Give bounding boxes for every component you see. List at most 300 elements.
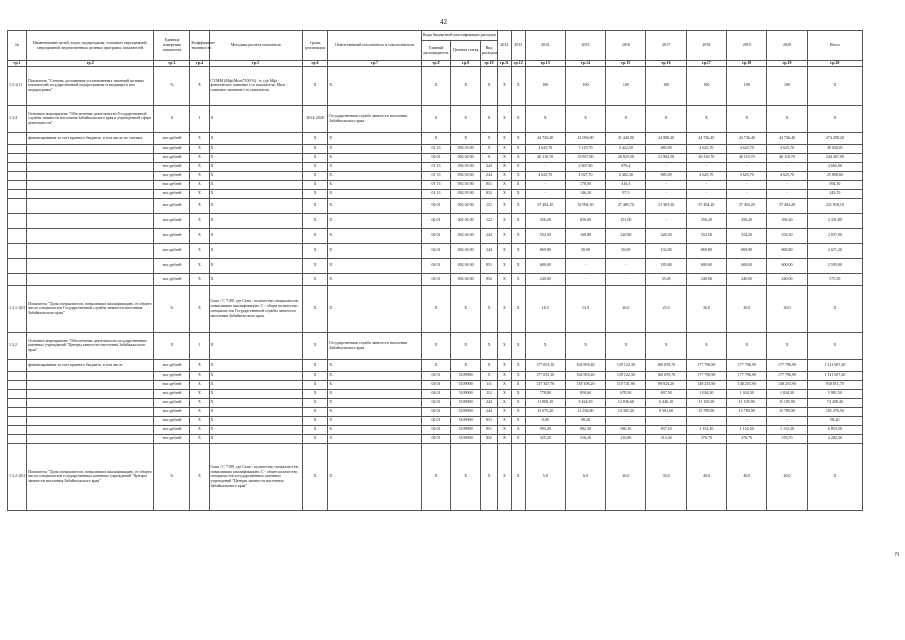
table-cell bbox=[8, 407, 27, 416]
table-cell: 356,20 bbox=[767, 213, 807, 228]
table-cell: X bbox=[481, 153, 498, 162]
table-cell: 20,0 bbox=[606, 285, 646, 332]
table-cell: X bbox=[421, 443, 451, 510]
table-cell: 930 811,70 bbox=[807, 380, 862, 389]
table-cell: X bbox=[302, 332, 327, 359]
table-cell: X bbox=[498, 332, 512, 359]
table-cell: X bbox=[328, 171, 421, 180]
table-cell: 37 494,20 bbox=[525, 198, 565, 213]
table-row bbox=[8, 371, 863, 380]
table-cell: X bbox=[328, 434, 421, 443]
table-cell: X bbox=[481, 359, 498, 371]
header-method: Методика расчета показателя bbox=[209, 31, 302, 61]
table-cell: 554,50 bbox=[727, 228, 767, 243]
table-cell: 139 122,30 bbox=[606, 371, 646, 380]
table-cell: X bbox=[154, 332, 190, 359]
table-cell: 98,20 bbox=[807, 416, 862, 425]
table-row bbox=[8, 180, 863, 189]
table-cell bbox=[27, 153, 154, 162]
table-cell bbox=[27, 198, 154, 213]
header-year-2016: 2016 bbox=[606, 31, 646, 61]
table-cell: X bbox=[511, 371, 525, 380]
table-cell: X bbox=[209, 425, 302, 434]
table-cell: тыс.рублей bbox=[154, 162, 190, 171]
table-cell: X bbox=[190, 398, 209, 407]
table-cell: X bbox=[498, 389, 512, 398]
table-cell: X bbox=[498, 171, 512, 180]
table-cell: 15 789,90 bbox=[686, 407, 726, 416]
table-cell: 04 01 bbox=[421, 371, 451, 380]
table-cell: 04 01 bbox=[421, 153, 451, 162]
table-cell: тыс.рублей bbox=[154, 371, 190, 380]
table-cell: - bbox=[646, 416, 686, 425]
table-cell: X bbox=[190, 66, 209, 105]
table-cell: X bbox=[190, 213, 209, 228]
table-cell: X bbox=[481, 285, 498, 332]
table-cell: X bbox=[209, 359, 302, 371]
table-cell: 4 625,70 bbox=[525, 171, 565, 180]
table-cell: X bbox=[209, 332, 302, 359]
table-cell: тыс.рублей bbox=[154, 180, 190, 189]
table-cell: 160,80 bbox=[565, 228, 605, 243]
table-cell: X bbox=[328, 398, 421, 407]
table-cell: 4 625,70 bbox=[727, 144, 767, 153]
table-cell: 37 494,20 bbox=[767, 198, 807, 213]
table-row bbox=[8, 407, 863, 416]
table-cell: X bbox=[511, 434, 525, 443]
table-cell: X bbox=[328, 162, 421, 171]
table-cell bbox=[8, 228, 27, 243]
table-cell: X bbox=[302, 144, 327, 153]
table-cell: 04 01 bbox=[421, 407, 451, 416]
table-cell: X bbox=[565, 105, 605, 132]
table-cell: тыс.рублей bbox=[154, 171, 190, 180]
table-cell: 852 bbox=[481, 434, 498, 443]
table-cell: X bbox=[498, 285, 512, 332]
table-cell: X bbox=[328, 371, 421, 380]
table-cell: 1 034,30 bbox=[767, 389, 807, 398]
table-row bbox=[8, 389, 863, 398]
table-cell: 04 01 bbox=[421, 425, 451, 434]
page-number: 42 bbox=[440, 18, 447, 26]
table-cell: X bbox=[190, 285, 209, 332]
table-cell: 356,20 bbox=[727, 213, 767, 228]
header-coef: Коэффициент значимости bbox=[190, 31, 209, 61]
table-cell: X bbox=[190, 434, 209, 443]
table-cell: 30,0 bbox=[686, 285, 726, 332]
table-cell: X bbox=[421, 132, 451, 144]
table-cell: X bbox=[481, 332, 498, 359]
table-cell: 04 01 bbox=[421, 243, 451, 258]
table-cell: 04 01 bbox=[421, 398, 451, 407]
table-cell: 240,00 bbox=[686, 273, 726, 285]
table-cell: 851 bbox=[481, 180, 498, 189]
table-cell: 9 424,50 bbox=[565, 398, 605, 407]
table-cell: % bbox=[154, 443, 190, 510]
table-cell: 14 184,80 bbox=[565, 407, 605, 416]
table-cell: X bbox=[498, 243, 512, 258]
table-cell: - bbox=[525, 189, 565, 198]
table-cell: X bbox=[498, 180, 512, 189]
header-name: Наименование целей, задач, подпрограмм, основных мероприятий, мероприятий, ведомственных целевых программ, показателей bbox=[27, 31, 154, 61]
table-cell: 982,30 bbox=[565, 425, 605, 434]
table-cell: тыс.рублей bbox=[154, 273, 190, 285]
table-cell: 274 298,20 bbox=[807, 132, 862, 144]
table-cell: 04 01 bbox=[421, 434, 451, 443]
table-cell bbox=[8, 389, 27, 398]
table-cell: X bbox=[498, 434, 512, 443]
table-row bbox=[8, 66, 863, 105]
table-cell: X bbox=[511, 425, 525, 434]
table-cell: 2 671,20 bbox=[807, 243, 862, 258]
table-cell: 376,70 bbox=[686, 434, 726, 443]
table-cell: 37 494,20 bbox=[727, 198, 767, 213]
table-row bbox=[8, 285, 863, 332]
table-cell: X bbox=[767, 105, 807, 132]
table-cell: X bbox=[190, 198, 209, 213]
table-cell: 44 736,40 bbox=[727, 132, 767, 144]
table-cell: X bbox=[302, 180, 327, 189]
table-row bbox=[8, 213, 863, 228]
table-cell: - bbox=[767, 189, 807, 198]
table-cell: X bbox=[209, 371, 302, 380]
program-table bbox=[7, 30, 863, 511]
table-cell: X bbox=[190, 132, 209, 144]
table-cell: СУММ (Мфi/Мплi*100 %) / n, где Мфi - фактическое значение i-го показателя; Мплi - плановое значение i-го показателя bbox=[209, 66, 302, 105]
table-cell bbox=[8, 380, 27, 389]
table-cell: тыс.рублей bbox=[154, 189, 190, 198]
table-cell: X bbox=[481, 105, 498, 132]
table-cell: X bbox=[328, 359, 421, 371]
table-cell: X bbox=[498, 213, 512, 228]
table-cell: 852 bbox=[481, 189, 498, 198]
table-row bbox=[8, 228, 863, 243]
table-cell: X bbox=[209, 162, 302, 171]
table-cell: 1 121 607,20 bbox=[807, 371, 862, 380]
column-number-cell: гр.6 bbox=[302, 61, 327, 67]
table-cell: X bbox=[302, 434, 327, 443]
table-cell: 092 03 00 bbox=[451, 189, 481, 198]
table-cell: 1.5.1(1) bbox=[8, 66, 27, 105]
table-row bbox=[8, 153, 863, 162]
table-cell: 177 796,90 bbox=[767, 371, 807, 380]
table-cell: 242 bbox=[481, 228, 498, 243]
table-cell: - bbox=[565, 273, 605, 285]
table-cell: 2 595,00 bbox=[807, 258, 862, 273]
table-cell: X bbox=[511, 243, 525, 258]
table-cell: X bbox=[190, 144, 209, 153]
table-cell: Государственная служба занятости населения Забайкальского края bbox=[328, 105, 421, 132]
header-total: Итого bbox=[807, 31, 862, 61]
table-cell: X bbox=[498, 258, 512, 273]
table-cell: X bbox=[421, 105, 451, 132]
table-cell: - bbox=[565, 258, 605, 273]
table-cell: X bbox=[302, 66, 327, 105]
table-cell: 30,0 bbox=[767, 285, 807, 332]
table-cell: X bbox=[209, 407, 302, 416]
table-row bbox=[8, 416, 863, 425]
table-cell: 11 105,90 bbox=[727, 398, 767, 407]
table-cell: X bbox=[302, 153, 327, 162]
table-cell: 5109900 bbox=[451, 380, 481, 389]
table-cell: 122 bbox=[481, 213, 498, 228]
table-cell bbox=[8, 180, 27, 189]
table-cell: 35,00 bbox=[646, 273, 686, 285]
table-cell: 885,09 bbox=[646, 171, 686, 180]
table-cell: 600,00 bbox=[525, 258, 565, 273]
table-cell: X bbox=[511, 189, 525, 198]
table-cell: 160 059,70 bbox=[646, 371, 686, 380]
header-budget-type: Вид расходов bbox=[481, 41, 498, 61]
table-cell: - bbox=[525, 162, 565, 171]
table-cell: 44 736,40 bbox=[525, 132, 565, 144]
table-row bbox=[8, 132, 863, 144]
table-cell: 111 bbox=[481, 380, 498, 389]
table-cell: X bbox=[190, 359, 209, 371]
column-number-cell: гр.9 bbox=[451, 61, 481, 67]
table-cell: 04 01 bbox=[421, 416, 451, 425]
table-cell: X bbox=[511, 407, 525, 416]
table-cell: - bbox=[727, 189, 767, 198]
table-cell: 40 110,70 bbox=[727, 153, 767, 162]
table-cell: X bbox=[209, 132, 302, 144]
table-cell: X bbox=[451, 132, 481, 144]
table-cell: тыс.рублей bbox=[154, 213, 190, 228]
table-cell: X bbox=[511, 171, 525, 180]
table-cell: 002 04 00 bbox=[451, 228, 481, 243]
table-cell: X bbox=[328, 198, 421, 213]
table-cell: 30,00 bbox=[565, 243, 605, 258]
table-cell: 1 034,30 bbox=[686, 389, 726, 398]
table-cell: 97,5 bbox=[606, 189, 646, 198]
table-cell: X bbox=[807, 443, 862, 510]
table-cell: X bbox=[302, 162, 327, 171]
header-budget-group: Коды бюджетной классификации расходов bbox=[421, 31, 497, 41]
table-cell: 31 440,00 bbox=[606, 132, 646, 144]
table-cell: 148 253,90 bbox=[727, 380, 767, 389]
table-cell: X bbox=[209, 389, 302, 398]
table-cell bbox=[27, 380, 154, 389]
table-cell: X bbox=[190, 180, 209, 189]
table-cell: X bbox=[302, 213, 327, 228]
table-row bbox=[8, 359, 863, 371]
column-number-cell: гр.10 bbox=[481, 61, 498, 67]
table-cell: X bbox=[328, 273, 421, 285]
table-cell: X bbox=[807, 66, 862, 105]
table-cell: X bbox=[807, 285, 862, 332]
table-cell bbox=[8, 371, 27, 380]
column-number-cell: гр.2 bbox=[27, 61, 154, 67]
table-cell: X bbox=[511, 66, 525, 105]
table-cell: X bbox=[498, 425, 512, 434]
table-cell bbox=[27, 398, 154, 407]
table-cell: 89 824,20 bbox=[646, 380, 686, 389]
table-cell: 240,00 bbox=[525, 273, 565, 285]
table-cell: 243,70 bbox=[807, 189, 862, 198]
table-cell: 242 bbox=[481, 398, 498, 407]
table-cell: 11 105,90 bbox=[686, 398, 726, 407]
table-cell bbox=[8, 434, 27, 443]
table-cell: X bbox=[498, 273, 512, 285]
table-cell: - bbox=[606, 416, 646, 425]
table-cell bbox=[8, 213, 27, 228]
table-cell: X bbox=[302, 228, 327, 243]
table-cell: тыс.рублей bbox=[154, 380, 190, 389]
table-cell: X bbox=[498, 189, 512, 198]
table-cell: X bbox=[807, 105, 862, 132]
column-number-cell: гр.5 bbox=[209, 61, 302, 67]
table-cell: тыс.рублей bbox=[154, 198, 190, 213]
table-cell: 244 bbox=[481, 407, 498, 416]
table-cell: 1 034,30 bbox=[727, 389, 767, 398]
table-cell: 600,00 bbox=[767, 258, 807, 273]
table-cell: - bbox=[686, 189, 726, 198]
table-cell: 04 01 bbox=[421, 213, 451, 228]
table-cell: 5,0 bbox=[525, 443, 565, 510]
table-cell bbox=[8, 171, 27, 180]
table-cell: X bbox=[190, 258, 209, 273]
table-cell: 554,50 bbox=[525, 228, 565, 243]
table-cell: 2 867,60 bbox=[565, 162, 605, 171]
table-cell: 100 bbox=[565, 66, 605, 105]
table-cell: X bbox=[511, 144, 525, 153]
table-cell: 148 253,90 bbox=[767, 380, 807, 389]
table-cell: 22 808,20 bbox=[646, 132, 686, 144]
table-cell: 831 bbox=[481, 416, 498, 425]
table-cell: X bbox=[209, 144, 302, 153]
table-cell: X bbox=[451, 359, 481, 371]
table-cell: X bbox=[302, 407, 327, 416]
table-cell: - bbox=[767, 416, 807, 425]
table-cell: 41 056,00 bbox=[565, 132, 605, 144]
table-cell: 01 13 bbox=[421, 144, 451, 153]
table-cell: 04 01 bbox=[421, 198, 451, 213]
column-number-cell: гр.13 bbox=[525, 61, 565, 67]
table-cell bbox=[27, 258, 154, 273]
table-cell: - bbox=[727, 180, 767, 189]
table-row bbox=[8, 171, 863, 180]
table-cell: X bbox=[302, 398, 327, 407]
table-cell: 4 625,70 bbox=[525, 144, 565, 153]
table-cell: тыс.рублей bbox=[154, 407, 190, 416]
table-cell: 177 796,90 bbox=[727, 371, 767, 380]
table-cell: X bbox=[451, 285, 481, 332]
table-cell: 092 03 00 bbox=[451, 144, 481, 153]
table-row bbox=[8, 443, 863, 510]
table-cell bbox=[8, 198, 27, 213]
table-cell: 002 04 00 bbox=[451, 243, 481, 258]
table-cell: X bbox=[190, 243, 209, 258]
table-cell: 148 253,90 bbox=[686, 380, 726, 389]
table-cell bbox=[27, 416, 154, 425]
table-cell bbox=[8, 189, 27, 198]
table-cell: 15 789,90 bbox=[767, 407, 807, 416]
header-year-2018: 2018 bbox=[686, 31, 726, 61]
table-cell bbox=[8, 258, 27, 273]
table-cell: X bbox=[302, 389, 327, 398]
table-cell: X bbox=[498, 398, 512, 407]
table-cell: 100 bbox=[686, 66, 726, 105]
table-cell: 146,20 bbox=[565, 189, 605, 198]
table-cell: 2 482,30 bbox=[606, 171, 646, 180]
table-cell: X bbox=[511, 398, 525, 407]
table-cell bbox=[27, 213, 154, 228]
table-cell bbox=[27, 425, 154, 434]
table-cell bbox=[8, 243, 27, 258]
table-cell: X bbox=[190, 171, 209, 180]
table-cell: 316,20 bbox=[565, 434, 605, 443]
table-cell: финансирование за счет краевого бюджета, в том числе по статьям: bbox=[27, 132, 154, 144]
table-cell: X bbox=[498, 162, 512, 171]
column-number-cell: гр.17 bbox=[686, 61, 726, 67]
header-year-2012: 2012 bbox=[498, 31, 512, 61]
table-row bbox=[8, 189, 863, 198]
table-cell: тыс.рублей bbox=[154, 258, 190, 273]
table-cell bbox=[27, 434, 154, 443]
table-cell bbox=[27, 407, 154, 416]
table-cell: 40,0 bbox=[727, 443, 767, 510]
table-cell: X bbox=[498, 132, 512, 144]
table-cell: 586,10 bbox=[606, 425, 646, 434]
table-row bbox=[8, 144, 863, 153]
table-cell: 993,40 bbox=[525, 425, 565, 434]
table-cell: X bbox=[498, 66, 512, 105]
table-cell: 5109900 bbox=[451, 407, 481, 416]
table-cell: 1.3.4 bbox=[8, 105, 27, 132]
table-cell: X bbox=[209, 180, 302, 189]
table-cell: тыс.рублей bbox=[154, 228, 190, 243]
table-row bbox=[8, 105, 863, 132]
table-cell: 177 796,90 bbox=[686, 359, 726, 371]
table-cell: 40 110,70 bbox=[686, 153, 726, 162]
table-row bbox=[8, 258, 863, 273]
table-cell: X bbox=[209, 398, 302, 407]
table-cell: 002 04 00 bbox=[451, 153, 481, 162]
table-cell: X bbox=[606, 105, 646, 132]
table-cell bbox=[8, 273, 27, 285]
table-cell: 178,00 bbox=[565, 180, 605, 189]
table-cell: X bbox=[328, 389, 421, 398]
table-cell: 40,0 bbox=[686, 443, 726, 510]
table-cell bbox=[27, 162, 154, 171]
table-cell: 244 bbox=[481, 243, 498, 258]
table-cell: X bbox=[511, 258, 525, 273]
table-cell: 139 122,30 bbox=[606, 359, 646, 371]
table-cell: X bbox=[302, 416, 327, 425]
table-cell: 177 796,90 bbox=[727, 359, 767, 371]
table-cell: 4 625,70 bbox=[686, 171, 726, 180]
table-cell: 185,00 bbox=[646, 258, 686, 273]
table-cell: 092 03 00 bbox=[451, 162, 481, 171]
table-cell: X bbox=[190, 389, 209, 398]
table-cell: Государственная служба занятости населения Забайкальского края bbox=[328, 332, 421, 359]
table-row bbox=[8, 162, 863, 171]
table-cell: X bbox=[511, 132, 525, 144]
table-cell: 11 908,10 bbox=[525, 398, 565, 407]
table-row bbox=[8, 380, 863, 389]
table-cell: 15 789,90 bbox=[727, 407, 767, 416]
table-cell: X bbox=[328, 213, 421, 228]
table-cell: X bbox=[190, 416, 209, 425]
table-cell: 33 837,00 bbox=[565, 153, 605, 162]
table-cell: 3 662,00 bbox=[807, 162, 862, 171]
table-cell: - bbox=[646, 180, 686, 189]
table-cell: X bbox=[511, 273, 525, 285]
table-cell: X bbox=[302, 132, 327, 144]
table-cell: 2014-2020 bbox=[302, 105, 327, 132]
table-cell: 1 bbox=[190, 105, 209, 132]
table-cell bbox=[27, 180, 154, 189]
